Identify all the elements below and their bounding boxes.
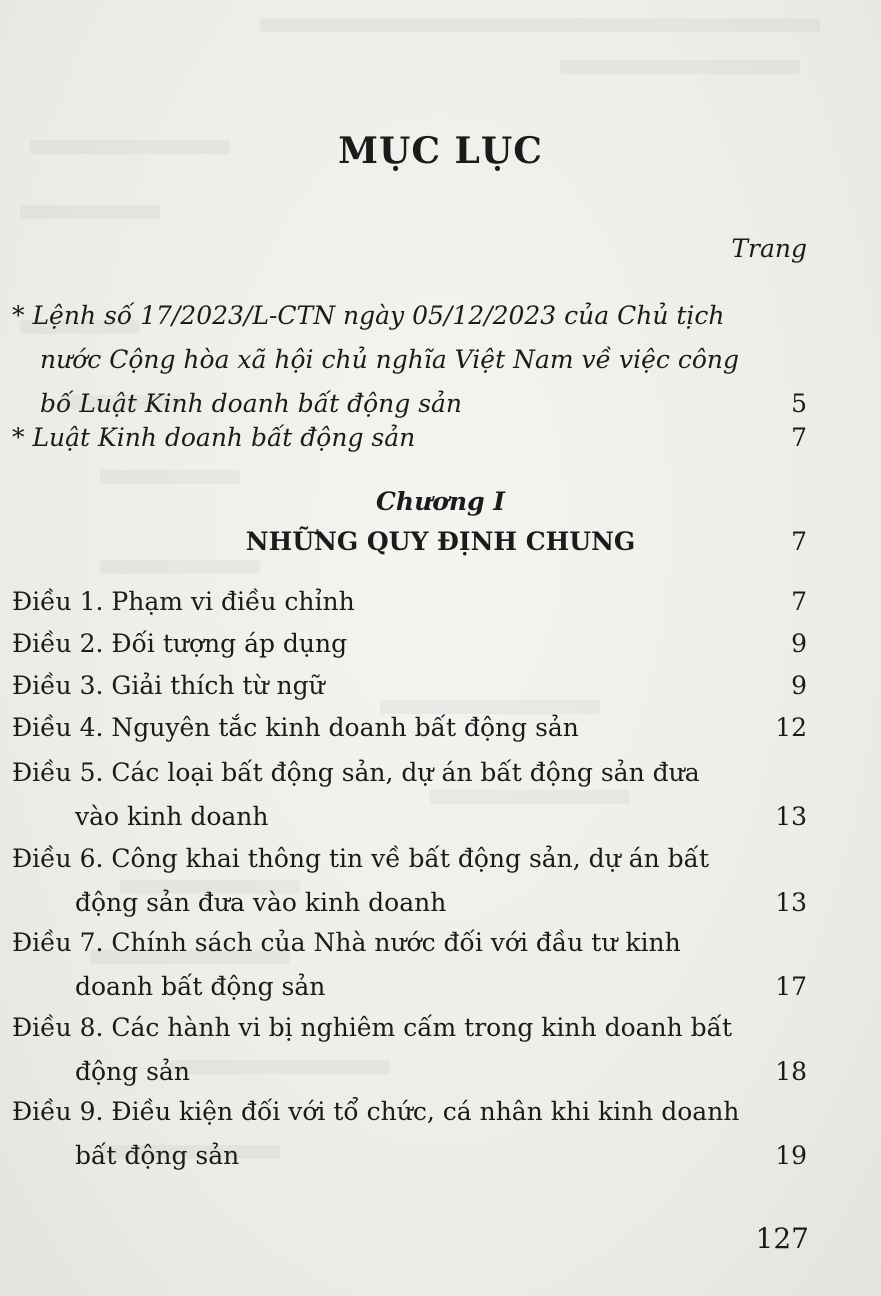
toc-entry-article-4 (12, 706, 807, 750)
chapter-page: 7 (791, 527, 807, 556)
toc-entry-text: Điều 2. Đối tượng áp dụng (12, 629, 348, 658)
chapter-label: Chương I (376, 487, 505, 516)
page-column-label: Trang (731, 234, 807, 263)
chapter-title: NHỮNG QUY ĐỊNH CHUNG (245, 527, 636, 556)
toc-entry-decree (12, 294, 807, 426)
toc-entry-page: 13 (775, 888, 807, 917)
toc-entry-page: 9 (791, 671, 807, 700)
toc-entry-page: 17 (775, 972, 807, 1001)
toc-entry-article-5 (12, 751, 807, 839)
toc-entry-text: * Luật Kinh doanh bất động sản (12, 423, 416, 452)
toc-entry-article-7 (12, 921, 807, 1009)
toc-entry-page: 18 (775, 1057, 807, 1086)
toc-entry-text: Điều 4. Nguyên tắc kinh doanh bất động sản (12, 713, 579, 742)
toc-entry-article-3 (12, 664, 807, 708)
toc-entry-article-9 (12, 1090, 807, 1178)
page-title: MỤC LỤC (338, 130, 543, 172)
toc-entry-page: 19 (775, 1141, 807, 1170)
toc-entry-article-8 (12, 1006, 807, 1094)
toc-entry-text: Điều 5. Các loại bất động sản, dự án bất động sản đưa vào kinh doanh (12, 758, 700, 831)
toc-entry-text: Điều 7. Chính sách của Nhà nước đối với đầu tư kinh doanh bất động sản (12, 928, 681, 1001)
page-number: 127 (755, 1222, 809, 1255)
toc-entry-text: Điều 6. Công khai thông tin về bất động sản, dự án bất động sản đưa vào kinh doanh (12, 844, 710, 917)
toc-entry-article-6 (12, 837, 807, 925)
toc-entry-page: 7 (791, 423, 807, 452)
toc-entry-law (12, 416, 807, 460)
toc-entry-page: 12 (775, 713, 807, 742)
toc-entry-page: 7 (791, 587, 807, 616)
toc-entry-page: 13 (775, 802, 807, 831)
toc-entry-text: Điều 9. Điều kiện đối với tổ chức, cá nhân khi kinh doanh bất động sản (12, 1097, 740, 1170)
toc-entry-text: Điều 8. Các hành vi bị nghiêm cấm trong kinh doanh bất động sản (12, 1013, 733, 1086)
toc-entry-article-2 (12, 622, 807, 666)
toc-entry-page: 9 (791, 629, 807, 658)
toc-entry-text: Điều 3. Giải thích từ ngữ (12, 671, 325, 700)
toc-entry-text: * Lệnh số 17/2023/L-CTN ngày 05/12/2023 của Chủ tịch nước Cộng hòa xã hội chủ nghĩa Việt Nam về việc công bố Luật Kinh doanh bất động sản (12, 301, 739, 418)
toc-entry-page: 5 (791, 389, 807, 418)
toc-entry-article-1 (12, 580, 807, 624)
toc-entry-text: Điều 1. Phạm vi điều chỉnh (12, 587, 355, 616)
